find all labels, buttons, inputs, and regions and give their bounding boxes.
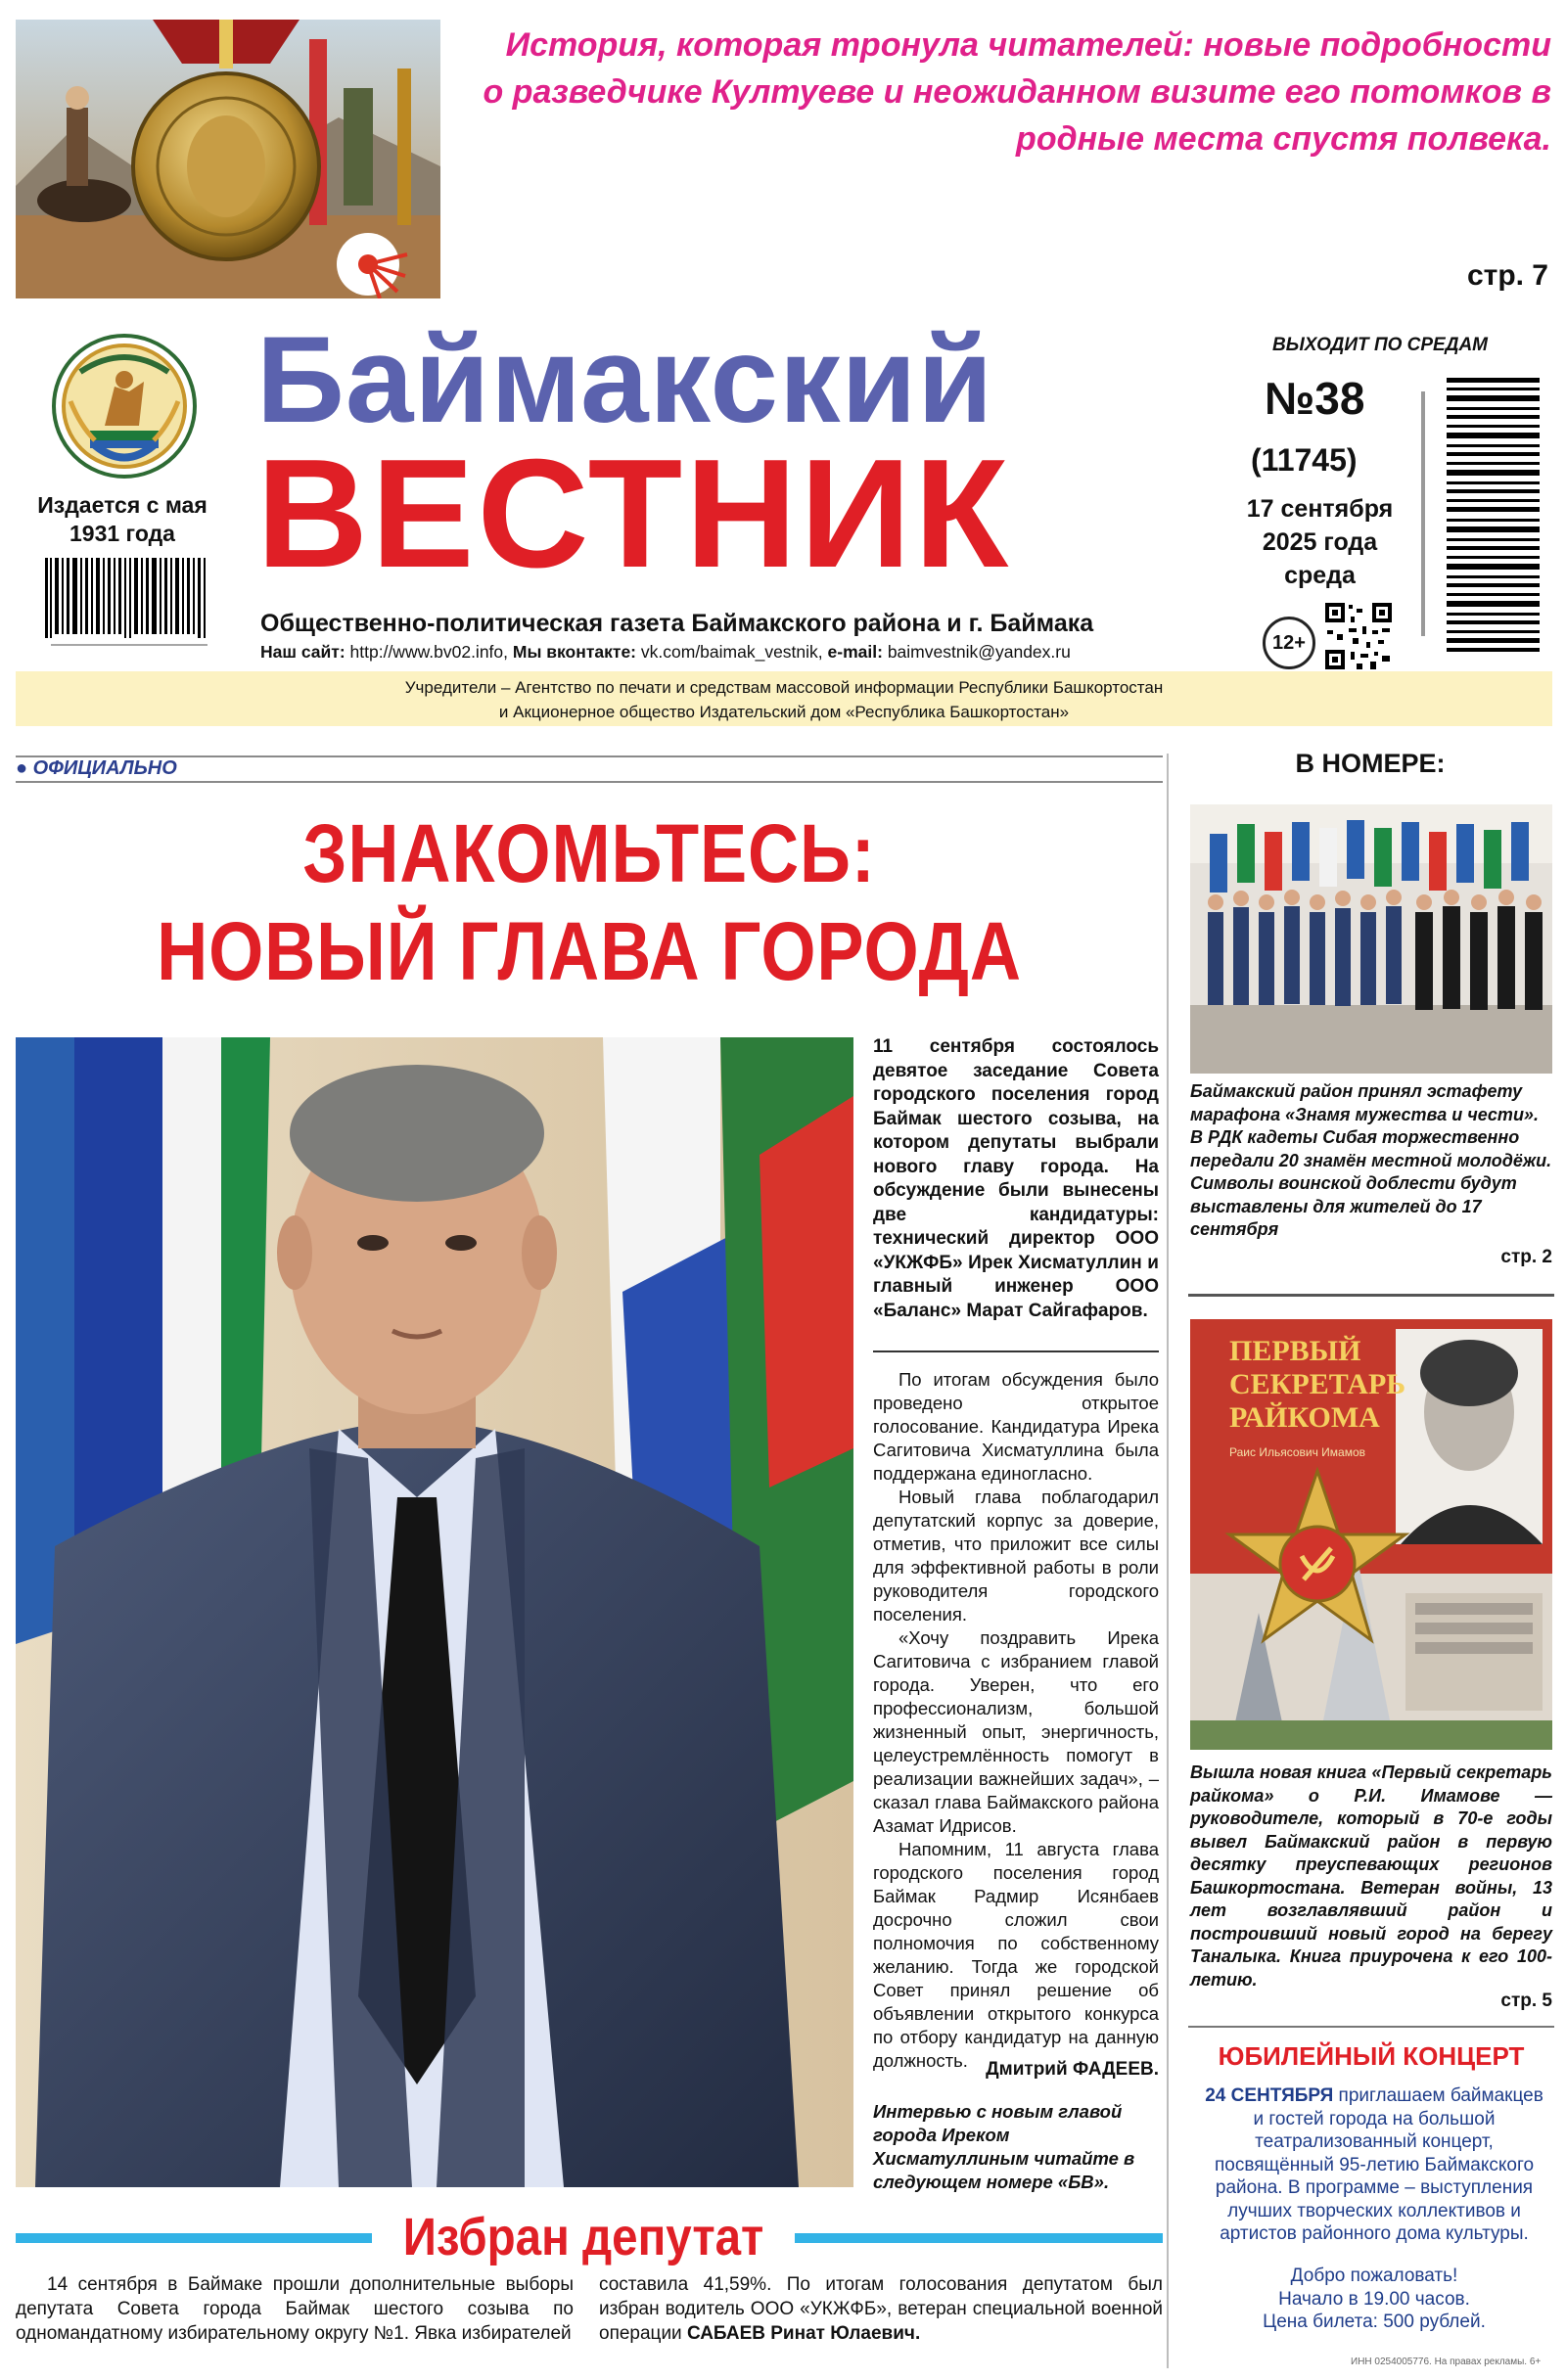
- vk-label: Мы вконтакте:: [512, 642, 637, 662]
- article-body: [873, 1368, 1159, 2073]
- book-title-line3: РАЙКОМА: [1229, 1401, 1380, 1434]
- founders-line2: и Акционерное общество Издательский дом «Республика Башкортостан»: [498, 703, 1070, 721]
- sidebar-divider: [1188, 1294, 1554, 1297]
- rubric-label: ОФИЦИАЛЬНО: [32, 757, 177, 779]
- flags-ceremony-photo[interactable]: [1190, 804, 1552, 1074]
- in-issue-title: В НОМЕРЕ:: [1295, 749, 1446, 778]
- article-author: Дмитрий ФАДЕЕВ.: [986, 2059, 1159, 2080]
- item1-caption: Баймакский район принял эстафету марафона «Знамя мужества и чести». В РДК кадеты Сибая торжественно передали 20 знамён местной молодёжи. Символы воинской доблести будут выставлены для жителей до 17 сентября: [1190, 1081, 1552, 1239]
- subhead-rule-left: [16, 2233, 372, 2243]
- column-divider: [1167, 754, 1169, 2368]
- issue-number: №38: [1265, 373, 1365, 424]
- article-paragraph: Новый глава поблагодарил депутатский корпус за доверие, отметив, что приложит все силы для эффективной работы в роли руководителя городского поселения.: [873, 1487, 1159, 1625]
- masthead-contacts: [260, 642, 1071, 663]
- article-note: Интервью с новым главой города Иреком Хисматуллиным читайте в следующем номере «БВ».: [873, 2101, 1135, 2192]
- issue-date: [1229, 492, 1410, 592]
- site-link[interactable]: http://www.bv02.info,: [349, 642, 509, 662]
- masthead-title-line1: Баймакский: [256, 312, 994, 448]
- book-author: Раис Ильясович Имамов: [1229, 1445, 1366, 1459]
- issue-total-number: (11745): [1251, 442, 1358, 478]
- site-label: Наш сайт:: [260, 642, 345, 662]
- concert-description: приглашаем баймакцев и гостей города на большой театрализованный концерт, посвящённый 95-летию Баймакского района. В программе – выступления лучших творческих коллективов и артистов районного дома культуры.: [1214, 2085, 1543, 2244]
- deputy-text-left: 14 сентября в Баймаке прошли дополнительные выборы депутата Совета города Баймак шестого созыва по одномандатному избирательному округу №1. Явка избирателей: [16, 2274, 574, 2344]
- concert-start-time: Начало в 19.00 часов.: [1278, 2288, 1470, 2310]
- teaser-page-ref: стр. 7: [1466, 259, 1548, 292]
- issue-date-year: 2025 года: [1262, 528, 1378, 556]
- founders-line1: Учредители – Агентство по печати и средствам массовой информации Республики Башкортостан: [404, 678, 1164, 697]
- book-title-line2: СЕКРЕТАРЬ: [1229, 1368, 1406, 1400]
- article-paragraph: По итогам обсуждения было проведено открытое голосование. Кандидатура Ирека Сагитовича Хисматуллина была поддержана единогласно.: [873, 1369, 1159, 1484]
- book-title-line1: ПЕРВЫЙ: [1229, 1335, 1361, 1367]
- item1-page-ref: стр. 2: [1500, 1247, 1552, 1267]
- masthead-title-line2: ВЕСТНИК: [256, 428, 1012, 600]
- deputy-text-right: [599, 2272, 1163, 2346]
- rubric-bar: [16, 757, 1163, 783]
- item2-page-ref: стр. 5: [1500, 1991, 1552, 2011]
- book-cover[interactable]: [1190, 1319, 1552, 1750]
- article-paragraph: «Хочу поздравить Ирека Сагитовича с избранием главой города. Уверен, что его профессионализм, большой жизненный опыт, энергичность, целеустремлённость помогут в реализации важнейших задач», – сказал глава Баймакского района Азамат Идрисов.: [873, 1627, 1159, 1836]
- issue-date-day: 17 сентября: [1246, 495, 1394, 523]
- deputy-name: САБАЕВ Ринат Юлаевич.: [686, 2323, 921, 2344]
- age-rating-badge: 12+: [1263, 617, 1315, 669]
- concert-price: Цена билета: 500 рублей.: [1263, 2311, 1486, 2332]
- email-link[interactable]: baimvestnik@yandex.ru: [887, 642, 1071, 662]
- masthead-subtitle: Общественно-политическая газета Баймакского района и г. Баймака: [260, 610, 1094, 637]
- article-paragraph: Напомним, 11 августа глава городского поселения город Баймак Радмир Исянбаев досрочно сложил свои полномочия по собственному желанию. Тогда же городской Совет принял решение об объявлении открытого конкурса по отбору кандидатур на данную должность.: [873, 1839, 1159, 2071]
- issue-date-weekday: среда: [1284, 562, 1356, 589]
- main-headline-line2: НОВЫЙ ГЛАВА ГОРОДА: [157, 905, 1022, 997]
- item2-caption: Вышла новая книга «Первый секретарь райкома» о Р.И. Имамове — руководителе, который в 70-е годы вывел Баймакский район в первую десятку преуспевающих регионов Башкортостана. Ветеран войны, 13 лет возглавлявший район и построивший новый город на берегу Таналыка. Книга приурочена к его 100-летию.: [1190, 1762, 1552, 1990]
- weekly-note: ВЫХОДИТ ПО СРЕДАМ: [1272, 335, 1489, 355]
- concert-text: [1200, 2084, 1548, 2246]
- barcode-left-icon: [41, 558, 215, 656]
- concert-welcome: Добро пожаловать!: [1290, 2266, 1458, 2286]
- lead-divider: [873, 1350, 1159, 1352]
- subhead-rule-right: [795, 2233, 1163, 2243]
- sidebar-divider: [1188, 2026, 1554, 2028]
- main-headline[interactable]: [96, 804, 1082, 1000]
- bashkortostan-emblem-icon: [51, 333, 198, 484]
- concert-details: [1200, 2265, 1548, 2334]
- deputy-text-right-body: составила 41,59%. По итогам голосования депутатом был избран водитель ООО «УКЖФБ», ветеран специальной военной операции: [599, 2274, 1163, 2344]
- portrait-photo: [16, 1037, 853, 2187]
- rubric-bullet-icon: ●: [16, 757, 33, 779]
- deputy-headline[interactable]: Избран депутат: [402, 2208, 764, 2266]
- concert-title[interactable]: ЮБИЛЕЙНЫЙ КОНЦЕРТ: [1218, 2041, 1525, 2071]
- lead-paragraph: 11 сентября состоялось девятое заседание Совета городского поселения город Баймак шестого созыва, на котором депутаты выбрали нового главу города. На обсуждение были вынесены две кандидатуры: технический директор ООО «УКЖФБ» Ирек Хисматуллин и главный инженер ООО «Баланс» Марат Сайгафаров.: [873, 1036, 1159, 1321]
- concert-date: 24 СЕНТЯБРЯ: [1205, 2085, 1334, 2106]
- teaser-text[interactable]: История, которая тронула читателей: новые подробности о разведчике Култуеве и неожиданном визите его потомков в родные места спустя полвека.: [483, 26, 1551, 158]
- teaser-image: [16, 20, 440, 298]
- founded-note: Издается с мая 1931 года: [37, 492, 207, 546]
- email-label: e-mail:: [827, 642, 883, 662]
- founders-banner: [16, 671, 1552, 726]
- ad-fineprint: ИНН 0254005776. На правах рекламы. 6+: [1351, 2357, 1542, 2367]
- main-headline-line1: ЗНАКОМЬТЕСЬ:: [302, 807, 876, 899]
- barcode-right-icon: [1407, 372, 1544, 656]
- qr-code-icon[interactable]: [1323, 601, 1394, 671]
- vk-link[interactable]: vk.com/baimak_vestnik,: [640, 642, 823, 662]
